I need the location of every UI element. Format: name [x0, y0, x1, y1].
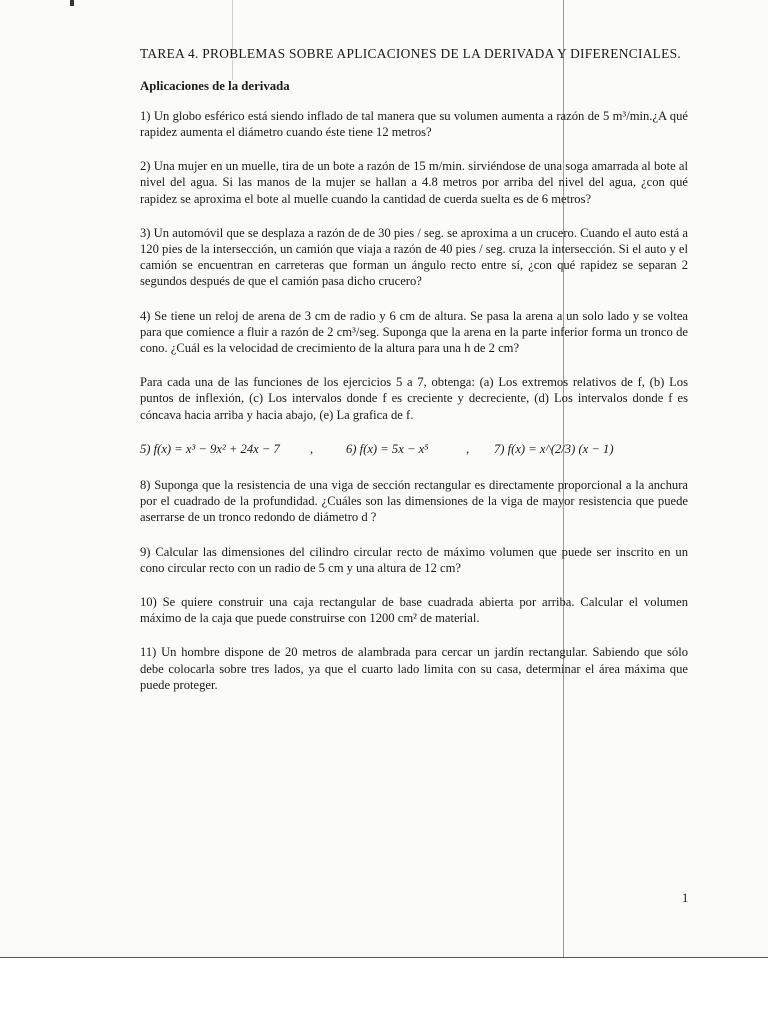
problem-3: 3) Un automóvil que se desplaza a razón de de 30 pies / seg. se aproxima a un crucero. Cuando el auto está a 120 pies de la intersección, un camión que viaja a razón de 40 pies / seg. cruza la intersección. Si el auto y el camión se encuentran en carreteras que forman un ángulo recto entre sí, ¿con qué rapidez se separan 2 segundos después de que el camión pasa dicho crucero? [140, 225, 688, 289]
exercise-7: 7) f(x) = x^(2/3) (x − 1) [494, 441, 614, 456]
page-number: 1 [682, 891, 689, 905]
problem-11: 11) Un hombre dispone de 20 metros de alambrada para cercar un jardín rectangular. Sabiendo que sólo debe colocarla sobre tres lados, ya que el cuarto lado limita con su casa, determinar el área máxima que puede proteger. [140, 645, 688, 692]
problem-9: 9) Calcular las dimensiones del cilindro circular recto de máximo volumen que puede ser inscrito en un cono circular recto con un radio de 5 cm y una altura de 12 cm? [140, 544, 688, 575]
exercise-functions [140, 441, 688, 457]
scan-mark [70, 0, 74, 6]
problem-10: 10) Se quiere construir una caja rectangular de base cuadrada abierta por arriba. Calcular el volumen máximo de la caja que puede construirse con 1200 cm² de material. [140, 595, 688, 626]
exercise-separator: , [466, 441, 470, 456]
document-title: TAREA 4. PROBLEMAS SOBRE APLICACIONES DE LA DERIVADA Y DIFERENCIALES. [140, 46, 682, 61]
problem-8: 8) Suponga que la resistencia de una viga de sección rectangular es directamente proporcional a la anchura por el cuadrado de la profundidad. ¿Cuáles son las dimensiones de la viga de mayor resistencia que puede aserrarse de un tronco redondo de diámetro d ? [140, 478, 688, 525]
section-heading: Aplicaciones de la derivada [140, 78, 290, 93]
sheet-edge [0, 957, 768, 958]
document-body [140, 46, 688, 711]
exercise-separator: , [310, 441, 314, 456]
exercises-intro: Para cada una de las funciones de los ejercicios 5 a 7, obtenga: (a) Los extremos relativos de f, (b) Los puntos de inflexión, (c) Los intervalos donde f es creciente y decreciente, (d) Los intervalos donde f es cóncava hacia arriba y hacia abajo, (e) La grafica de f. [140, 375, 688, 422]
problem-4: 4) Se tiene un reloj de arena de 3 cm de radio y 6 cm de altura. Se pasa la arena a un solo lado y se voltea para que comience a fluir a razón de 2 cm³/seg. Suponga que la arena en la parte inferior forma un tronco de cono. ¿Cuál es la velocidad de crecimiento de la altura para una h de 2 cm? [140, 308, 688, 356]
exercise-5: 5) f(x) = x³ − 9x² + 24x − 7 [140, 441, 280, 456]
problem-2: 2) Una mujer en un muelle, tira de un bote a razón de 15 m/min. sirviéndose de una soga amarrada al bote al nivel del agua. Si las manos de la mujer se hallan a 4.8 metros por arriba del nivel del agua, ¿con qué rapidez se aproxima el bote al muelle cuando la cantidad de cuerda suelta es de 6 metros? [140, 159, 688, 206]
problem-1: 1) Un globo esférico está siendo inflado de tal manera que su volumen aumenta a razón de 5 m³/min.¿A qué rapidez aumenta el diámetro cuando éste tiene 12 metros? [140, 108, 688, 139]
exercise-6: 6) f(x) = 5x − x⁵ [346, 441, 429, 456]
